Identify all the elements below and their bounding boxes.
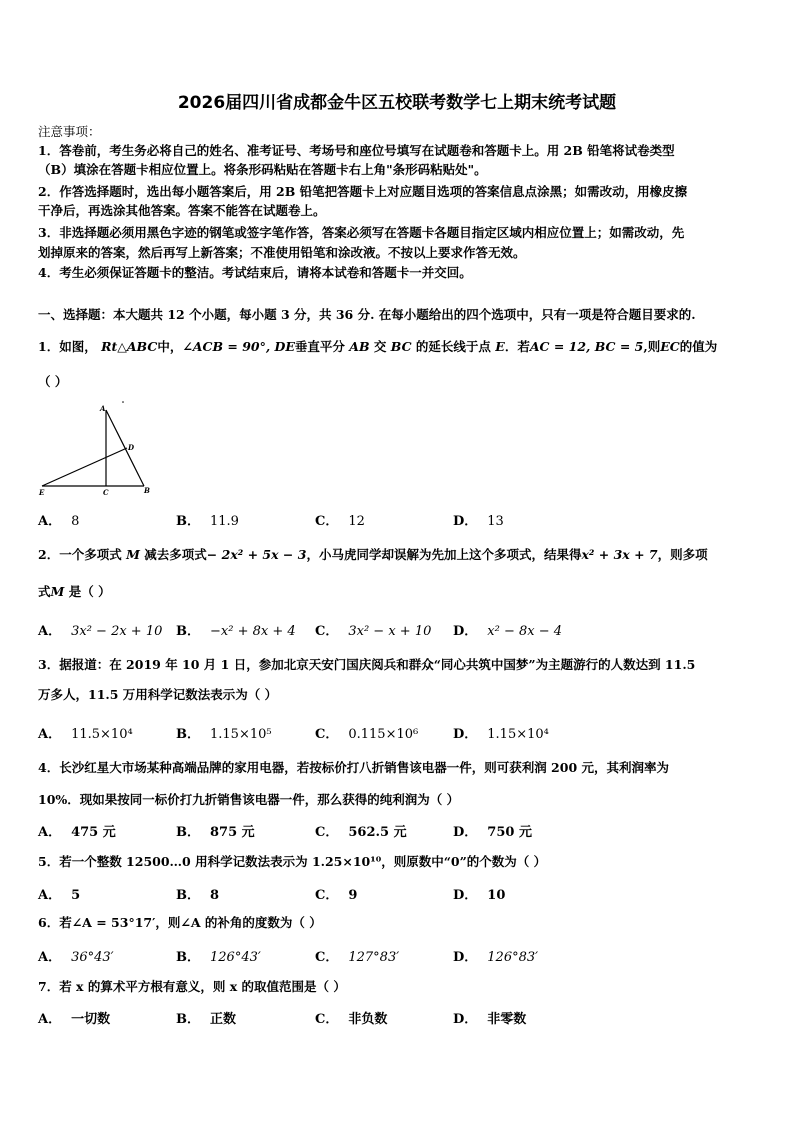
option-text: 11.5×10⁴: [71, 727, 133, 742]
page-title: 2026届四川省成都金牛区五校联考数学七上期末统考试题: [177, 93, 617, 113]
option-d[interactable]: [453, 1008, 526, 1027]
question-text: ．若: [504, 339, 530, 354]
option-text: 8: [71, 514, 80, 529]
notice-line: （B）填涂在答题卡相应位置上。将条形码粘贴在答题卡右上角"条形码粘贴处"。: [38, 162, 487, 177]
option-d[interactable]: [453, 723, 549, 742]
option-label: B．: [176, 624, 200, 639]
option-b[interactable]: [176, 723, 272, 742]
option-b[interactable]: [176, 821, 255, 840]
option-text: 562.5 元: [348, 825, 407, 840]
option-d[interactable]: [453, 821, 532, 840]
question-3-cont: 万多人，11.5 万用科学记数法表示为（ ）: [38, 687, 278, 702]
option-label: A．: [38, 888, 62, 903]
notice-line: 2．作答选择题时，选出每小题答案后，用 2B 铅笔把答题卡上对应题目选项的答案信息点涂黑；如需改动，用橡皮擦: [38, 184, 688, 199]
option-label: C．: [315, 727, 339, 742]
label-a: A: [100, 404, 106, 413]
option-b[interactable]: [176, 1008, 236, 1027]
question-number: 1．: [38, 339, 60, 354]
option-text: 0.115×10⁶: [348, 727, 419, 742]
question-text: 式: [38, 584, 51, 599]
notice-line: 4．考生必须保证答题卡的整洁。考试结束后，请将本试卷和答题卡一并交回。: [38, 265, 472, 280]
math-expression: M: [50, 584, 65, 599]
question-text: 减去多项式: [144, 547, 207, 562]
math-expression: ∠ACB = 90°, DE: [182, 339, 295, 354]
option-d[interactable]: [453, 884, 505, 903]
option-text: 8: [210, 888, 220, 903]
option-text: 非零数: [487, 1012, 527, 1027]
option-label: A．: [38, 825, 62, 840]
math-expression: M: [126, 547, 140, 562]
question-text: 交: [373, 339, 387, 354]
option-c[interactable]: [315, 1008, 387, 1027]
option-a[interactable]: [38, 884, 80, 903]
question-1: [38, 337, 758, 356]
option-label: C．: [315, 888, 339, 903]
option-label: C．: [315, 825, 339, 840]
question-6: 6．若∠A = 53°17′，则∠A 的补角的度数为（ ）: [38, 915, 322, 930]
label-c: C: [103, 488, 109, 497]
question-5: 5．若一个整数 12500…0 用科学记数法表示为 1.25×10¹⁰，则原数中“0”的个数为（ ）: [38, 854, 547, 869]
segment-ab: [106, 410, 144, 486]
math-expression: E: [495, 339, 505, 354]
option-a[interactable]: [38, 1008, 110, 1027]
option-label: C．: [315, 624, 339, 639]
option-label: A．: [38, 1012, 62, 1027]
option-label: B．: [176, 514, 200, 529]
question-text: 垂直平分: [294, 339, 345, 354]
option-label: A．: [38, 727, 62, 742]
option-label: D．: [453, 825, 478, 840]
option-b[interactable]: [176, 946, 261, 965]
question-text: ，小马虎同学却误解为先加上这个多项式，结果得: [306, 547, 582, 562]
option-a[interactable]: [38, 723, 133, 742]
question-text: 中，: [157, 339, 183, 354]
option-label: D．: [453, 624, 478, 639]
math-expression: BC: [390, 339, 412, 354]
option-label: D．: [453, 950, 478, 965]
option-d[interactable]: [453, 620, 562, 639]
option-text: −x² + 8x + 4: [210, 624, 296, 639]
option-text: x² − 8x − 4: [487, 624, 563, 639]
option-label: A．: [38, 950, 62, 965]
option-a[interactable]: [38, 510, 79, 529]
answer-blank: （ ）: [38, 374, 68, 389]
label-b: B: [144, 486, 150, 495]
option-text: 5: [71, 888, 81, 903]
question-text: 一个多项式: [59, 547, 122, 562]
option-label: B．: [176, 727, 200, 742]
option-text: 9: [348, 888, 358, 903]
math-expression: EC: [660, 339, 680, 354]
question-text: ，则多项: [657, 547, 708, 562]
question-text: 的延长线于点: [415, 339, 491, 354]
option-text: 13: [487, 514, 504, 529]
option-text: 12: [348, 514, 365, 529]
notice-line: 干净后，再选涂其他答案。答案不能答在试题卷上。: [38, 203, 326, 218]
question-4: 4．长沙红星大市场某种高端品牌的家用电器，若按标价打八折销售该电器一件，则可获利润 200 元，其利润率为: [38, 760, 669, 775]
math-expression: − 2x² + 5x − 3: [206, 547, 307, 562]
notice-heading: 注意事项：: [38, 124, 101, 139]
notice-line: 划掉原来的答案，然后再写上新答案；不准使用铅笔和涂改液。不按以上要求作答无效。: [38, 245, 526, 260]
notice-line: 3．非选择题必须用黑色字迹的钢笔或签字笔作答，答案必须写在答题卡各题目指定区域内相应位置上；如需改动，先: [38, 225, 685, 240]
option-c[interactable]: [315, 620, 431, 639]
option-c[interactable]: [315, 723, 418, 742]
triangle-figure: [36, 398, 156, 498]
option-b[interactable]: [176, 884, 219, 903]
math-expression: AC = 12, BC = 5: [529, 339, 644, 354]
option-text: 10: [487, 888, 506, 903]
notice-line: 1．答卷前，考生务必将自己的姓名、准考证号、考场号和座位号填写在试题卷和答题卡上。用 2B 铅笔将试卷类型: [38, 143, 675, 158]
option-text: 1.15×10⁵: [210, 727, 272, 742]
math-expression: AB: [349, 339, 370, 354]
option-d[interactable]: [453, 510, 504, 529]
question-text: 的值为: [679, 339, 718, 354]
option-label: B．: [176, 888, 200, 903]
option-label: A．: [38, 514, 62, 529]
option-text: 一切数: [71, 1012, 111, 1027]
option-text: 750 元: [487, 825, 532, 840]
option-text: 1.15×10⁴: [487, 727, 549, 742]
section-heading: 一、选择题：本大题共 12 个小题，每小题 3 分，共 36 分. 在每小题给出的四个选项中，只有一项是符合题目要求的.: [38, 307, 696, 322]
option-label: C．: [315, 514, 339, 529]
option-b[interactable]: [176, 620, 296, 639]
option-label: C．: [315, 1012, 339, 1027]
question-3: 3．据报道：在 2019 年 10 月 1 日，参加北京天安门国庆阅兵和群众“同心共筑中国梦”为主题游行的人数达到 11.5: [38, 657, 696, 672]
option-c[interactable]: [315, 946, 399, 965]
question-2: [38, 545, 758, 564]
option-text: 非负数: [348, 1012, 388, 1027]
option-text: 3x² − x + 10: [348, 624, 432, 639]
option-text: 11.9: [210, 514, 239, 529]
option-text: 126°83′: [487, 950, 539, 965]
question-4-cont: 10%．现如果按同一标价打九折销售该电器一件，那么获得的纯利润为（ ）: [38, 792, 460, 807]
math-expression: x² + 3x + 7: [581, 547, 658, 562]
segment-ed: [42, 448, 127, 486]
option-label: B．: [176, 1012, 200, 1027]
option-label: B．: [176, 825, 200, 840]
option-b[interactable]: [176, 510, 239, 529]
option-label: B．: [176, 950, 200, 965]
question-number: 2．: [38, 547, 60, 562]
option-label: D．: [453, 514, 478, 529]
option-a[interactable]: [38, 946, 114, 965]
math-expression: Rt△ABC: [101, 339, 158, 354]
option-text: 3x² − 2x + 10: [71, 624, 163, 639]
question-text: 如图，: [59, 339, 97, 354]
option-text: 475 元: [71, 825, 116, 840]
option-c[interactable]: [315, 510, 365, 529]
option-label: D．: [453, 1012, 478, 1027]
option-label: C．: [315, 950, 339, 965]
option-text: 正数: [210, 1012, 237, 1027]
stray-dot: [122, 401, 124, 403]
option-label: D．: [453, 727, 478, 742]
option-text: 875 元: [210, 825, 255, 840]
option-label: D．: [453, 888, 478, 903]
question-7: 7．若 x 的算术平方根有意义，则 x 的取值范围是（ ）: [38, 979, 346, 994]
option-text: 36°43′: [71, 950, 114, 965]
question-2-cont: [38, 582, 758, 601]
question-text: ,则: [643, 339, 661, 354]
option-d[interactable]: [453, 946, 538, 965]
option-text: 126°43′: [210, 950, 261, 965]
label-e: E: [39, 488, 45, 497]
option-text: 127°83′: [348, 950, 400, 965]
option-c[interactable]: [315, 821, 407, 840]
option-a[interactable]: [38, 821, 116, 840]
option-a[interactable]: [38, 620, 162, 639]
label-d: D: [128, 443, 135, 452]
question-text: 是（ ）: [68, 584, 111, 599]
option-c[interactable]: [315, 884, 357, 903]
option-label: A．: [38, 624, 62, 639]
